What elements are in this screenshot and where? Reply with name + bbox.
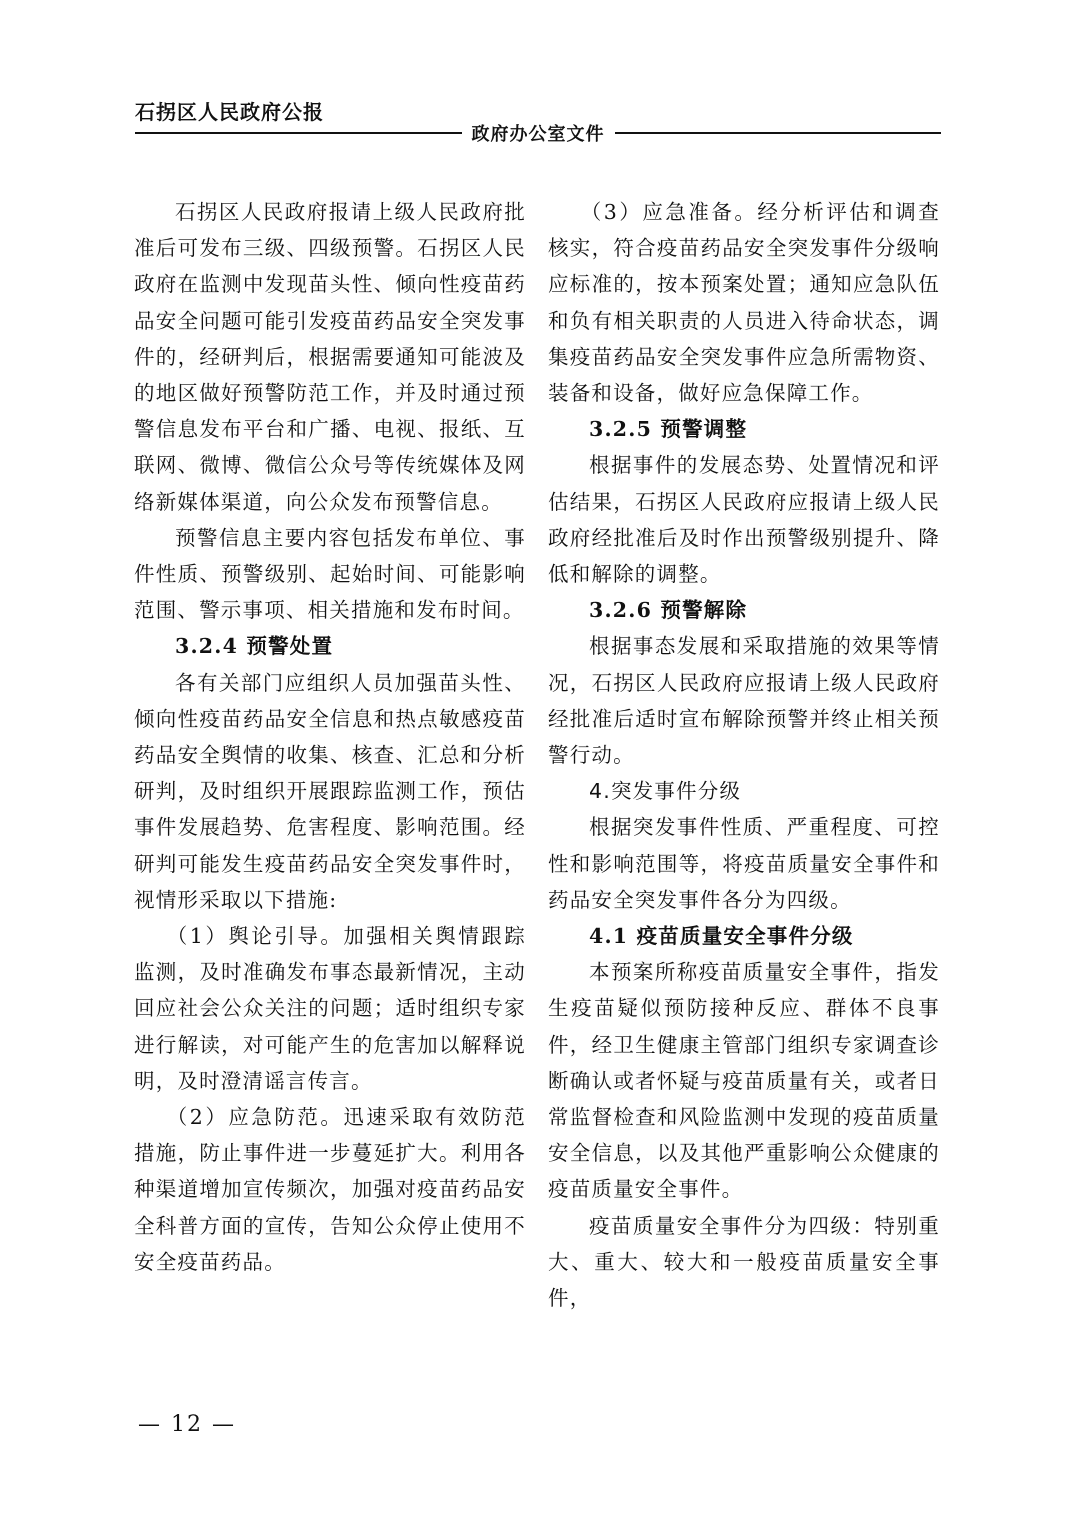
right-column (548, 194, 940, 1316)
header-rule-right (615, 132, 942, 134)
paragraph: 预警信息主要内容包括发布单位、事件性质、预警级别、起始时间、可能影响范围、警示事项、相关措施和发布时间。 (134, 525, 526, 623)
section-heading-3-2-6: 3.2.6 预警解除 (589, 598, 748, 623)
header-rule (135, 122, 941, 144)
paragraph: 各有关部门应组织人员加强苗头性、倾向性疫苗药品安全信息和热点敏感疫苗药品安全舆情的收集、核查、汇总和分析研判，及时组织开展跟踪监测工作，预估事件发展趋势、危害程度、影响范围。经研判可能发生疫苗药品安全突发事件时，视情形采取以下措施: (134, 670, 526, 912)
paragraph: 本预案所称疫苗质量安全事件，指发生疫苗疑似预防接种反应、群体不良事件，经卫生健康主管部门组织专家调查诊断确认或者怀疑与疫苗质量有关，或者日常监督检查和风险监测中发现的疫苗质量安全信息，以及其他严重影响公众健康的疫苗质量安全事件。 (548, 960, 940, 1202)
paragraph: 疫苗质量安全事件分为四级：特别重大、重大、较大和一般疫苗质量安全事件， (548, 1213, 940, 1311)
left-column (134, 194, 526, 1280)
page-number: — 12 — (138, 1412, 236, 1437)
section-heading-3-2-4: 3.2.4 预警处置 (175, 634, 334, 659)
section-heading-4: 4.突发事件分级 (589, 779, 742, 804)
section-label: 政府办公室文件 (471, 124, 605, 145)
paragraph: 根据突发事件性质、严重程度、可控性和影响范围等，将疫苗质量安全事件和药品安全突发事件各分为四级。 (548, 815, 940, 912)
section-heading-4-1: 4.1 疫苗质量安全事件分级 (589, 924, 854, 949)
header-rule-left (135, 132, 462, 134)
measure-item-1: （1）舆论引导。加强相关舆情跟踪监测，及时准确发布事态最新情况，主动回应社会公众关注的问题；适时组织专家进行解读，对可能产生的危害加以解释说明，及时澄清谣言传言。 (134, 924, 526, 1093)
measure-item-2: （2）应急防范。迅速采取有效防范措施，防止事件进一步蔓延扩大。利用各种渠道增加宣传频次，加强对疫苗药品安全科普方面的宣传，告知公众停止使用不安全疫苗药品。 (134, 1105, 526, 1274)
section-heading-3-2-5: 3.2.5 预警调整 (589, 417, 748, 442)
paragraph: 根据事件的发展态势、处置情况和评估结果，石拐区人民政府应报请上级人民政府经批准后及时作出预警级别提升、降低和解除的调整。 (548, 453, 940, 587)
measure-item-3: （3）应急准备。经分析评估和调查核实，符合疫苗药品安全突发事件分级响应标准的，按本预案处置；通知应急队伍和负有相关职责的人员进入待命状态，调集疫苗药品安全突发事件应急所需物资、装备和设备，做好应急保障工作。 (548, 200, 940, 406)
paragraph: 石拐区人民政府报请上级人民政府批准后可发布三级、四级预警。石拐区人民政府在监测中发现苗头性、倾向性疫苗药品安全问题可能引发疫苗药品安全突发事件的，经研判后，根据需要通知可能波及的地区做好预警防范工作，并及时通过预警信息发布平台和广播、电视、报纸、互联网、微博、微信公众号等传统媒体及网络新媒体渠道，向公众发布预警信息。 (134, 200, 526, 514)
publication-title: 石拐区人民政府公报 (135, 100, 324, 124)
paragraph: 根据事态发展和采取措施的效果等情况，石拐区人民政府应报请上级人民政府经批准后适时宣布解除预警并终止相关预警行动。 (548, 634, 940, 768)
